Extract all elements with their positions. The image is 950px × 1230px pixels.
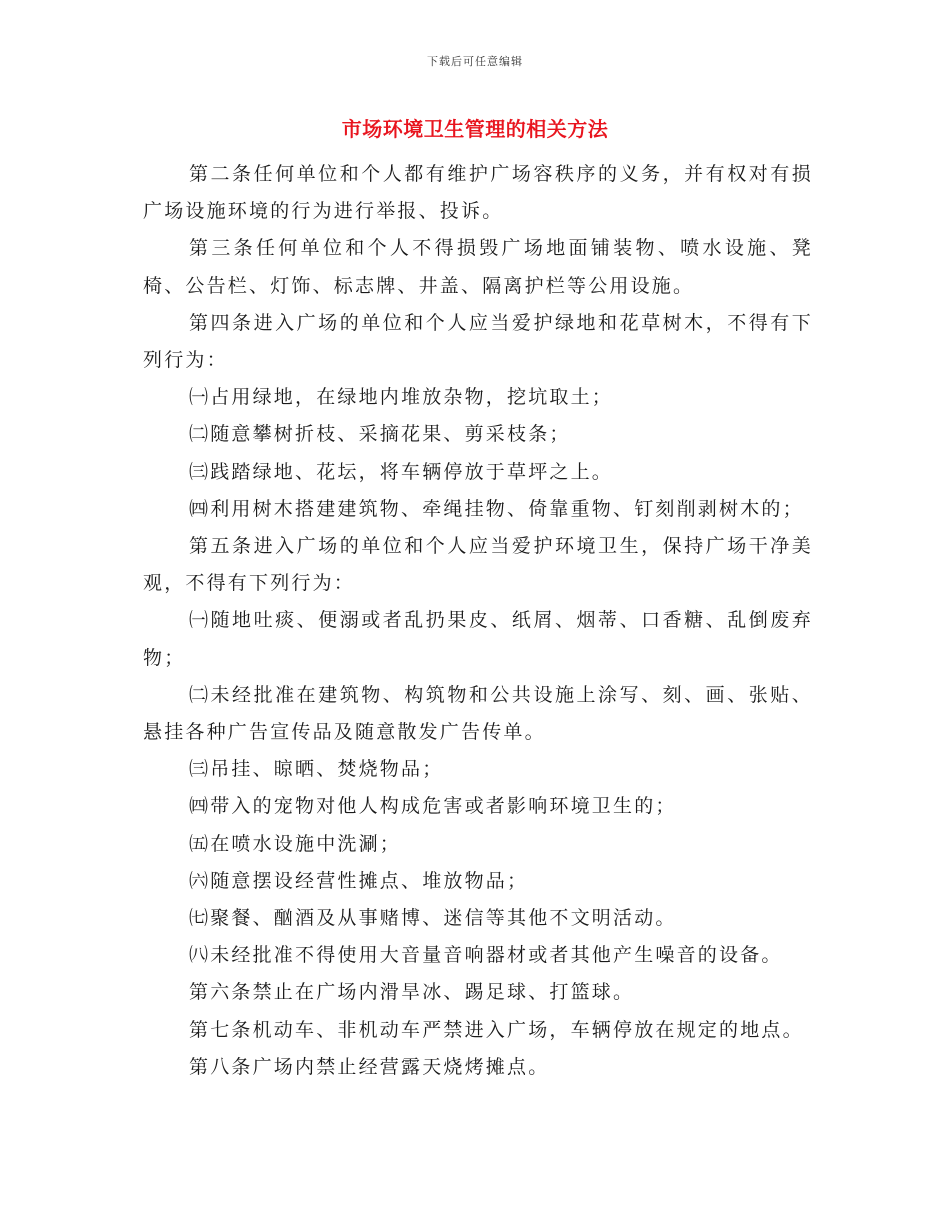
paragraph: 第六条禁止在广场内滑旱冰、踢足球、打篮球。 [189,981,635,1004]
paragraph: 第二条任何单位和个人都有维护广场容秩序的义务，并有权对有损广场设施环境的行为进行举报、投诉。 [143,163,813,223]
paragraph: 第四条进入广场的单位和个人应当爱护绿地和花草树木，不得有下列行为： [143,311,813,372]
document-title: 市场环境卫生管理的相关方法 [341,117,609,141]
page-header: 下载后可任意编辑 [427,55,523,68]
paragraph: ㈢践踏绿地、花坛，将车辆停放于草坪之上。 [189,460,614,483]
paragraph: ㈠随地吐痰、便溺或者乱扔果皮、纸屑、烟蒂、口香糖、乱倒废弃物； [143,609,813,669]
paragraph: 第七条机动车、非机动车严禁进入广场，车辆停放在规定的地点。 [189,1018,804,1041]
paragraph: ㈣利用树木搭建建筑物、牵绳挂物、倚靠重物、钉刻削剥树木的； [189,497,804,520]
paragraph: 第五条进入广场的单位和个人应当爱护环境卫生，保持广场干净美观，不得有下列行为： [143,535,813,595]
paragraph: ㈧未经批准不得使用大音量音响器材或者其他产生噪音的设备。 [189,944,783,967]
paragraph: 第八条广场内禁止经营露天烧烤摊点。 [189,1055,550,1078]
document-body [143,156,813,1086]
paragraph: ㈢吊挂、晾晒、焚烧物品； [189,758,444,781]
paragraph: ㈥随意摆设经营性摊点、堆放物品； [189,869,529,892]
paragraph: ㈡随意攀树折枝、采摘花果、剪采枝条； [189,423,571,446]
paragraph: ㈠占用绿地，在绿地内堆放杂物，挖坑取土； [189,386,614,409]
paragraph: ㈡未经批准在建筑物、构筑物和公共设施上涂写、刻、画、张贴、悬挂各种广告宣传品及随意散发广告传单。 [143,683,813,744]
paragraph: ㈦聚餐、酗酒及从事赌博、迷信等其他不文明活动。 [189,907,677,930]
paragraph: 第三条任何单位和个人不得损毁广场地面铺装物、喷水设施、凳椅、公告栏、灯饰、标志牌、井盖、隔离护栏等公用设施。 [143,237,813,297]
paragraph: ㈣带入的宠物对他人构成危害或者影响环境卫生的； [189,795,677,818]
paragraph: ㈤在喷水设施中洗涮； [189,832,402,855]
